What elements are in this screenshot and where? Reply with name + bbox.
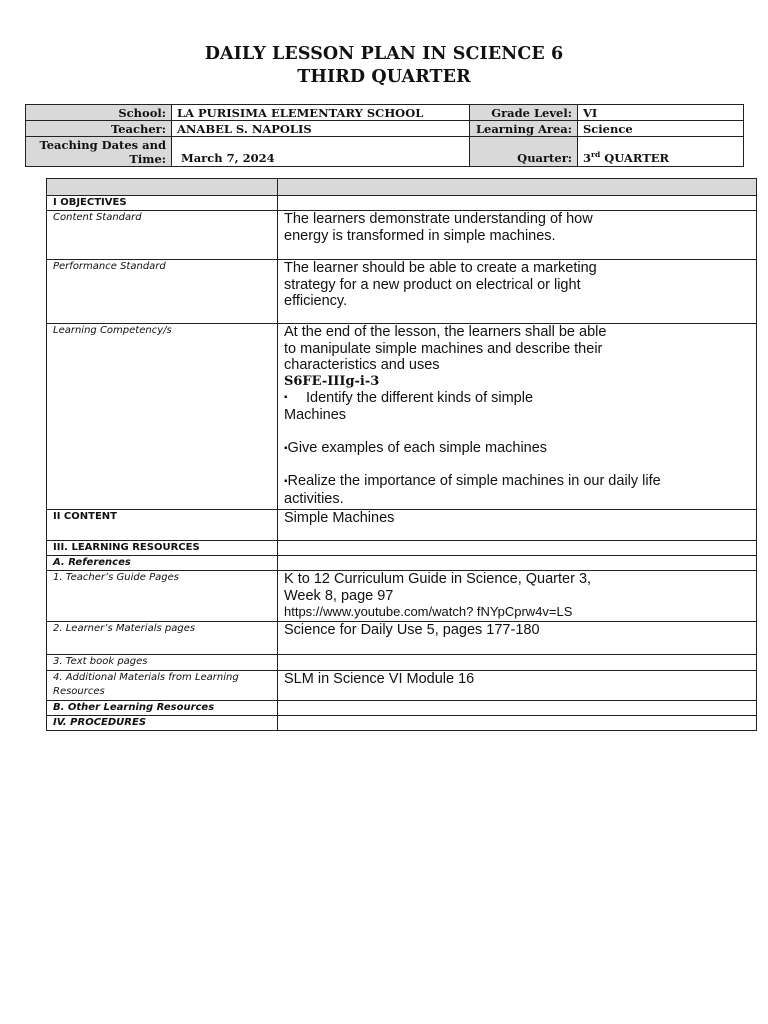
textbook-pages-label: 3. Text book pages	[47, 654, 278, 670]
school-label: School:	[26, 105, 172, 121]
table-row	[47, 621, 757, 654]
learners-materials-value: Science for Daily Use 5, pages 177-180	[278, 621, 757, 654]
table-row	[47, 260, 757, 324]
document-title: DAILY LESSON PLAN IN SCIENCE 6	[204, 44, 564, 64]
objectives-label: I OBJECTIVES	[47, 196, 278, 211]
teaching-dates-label	[26, 137, 172, 167]
grade-level-value: VI	[578, 105, 744, 121]
competency-code: S6FE-IIIg-i-3	[284, 373, 380, 389]
teaching-dates-text: March 7, 2024	[181, 151, 275, 165]
lesson-plan-table	[46, 178, 757, 731]
learning-resources-label: III. LEARNING RESOURCES	[47, 541, 278, 556]
grade-level-label: Grade Level:	[470, 105, 578, 121]
quarter-number: 3	[583, 151, 592, 165]
table-row	[47, 510, 757, 541]
teachers-guide-label: 1. Teacher’s Guide Pages	[47, 571, 278, 622]
teachers-guide-text: K to 12 Curriculum Guide in Science, Quarter 3, Week 8, page 97 https://www.youtube.com/watch? fNYpCprw4v=LS	[278, 571, 757, 622]
table-row	[47, 324, 757, 510]
learning-area-label: Learning Area:	[470, 121, 578, 137]
table-row	[47, 670, 757, 700]
content-standard-label: Content Standard	[47, 211, 278, 260]
header-info-table	[25, 104, 744, 167]
table-row	[47, 654, 757, 670]
quarter-word: QUARTER	[600, 151, 670, 165]
teaching-dates-label-line2: Time:	[129, 151, 166, 166]
learning-competency-label: Learning Competency/s	[47, 324, 278, 510]
table-row	[47, 715, 757, 730]
content-label: II CONTENT	[47, 510, 278, 541]
bullet-icon: ▪	[284, 476, 288, 488]
performance-standard-label: Performance Standard	[47, 260, 278, 324]
teaching-dates-value	[172, 137, 470, 167]
table-row	[47, 556, 757, 571]
additional-materials-label: 4. Additional Materials from Learning Resources	[47, 670, 278, 700]
learning-competency-text: At the end of the lesson, the learners shall be able to manipulate simple machines and describe their characteristics and uses S6FE-IIIg-i-3 ▪ Identify the different kinds of simple Machines ▪Give examples of each simple machines ▪Realize the importance of simple machines in our daily life activities.	[278, 324, 757, 510]
content-standard-text: The learners demonstrate understanding of how energy is transformed in simple machines.	[278, 211, 757, 260]
learning-area-value: Science	[578, 121, 744, 137]
table-row	[47, 700, 757, 715]
additional-materials-value: SLM in Science VI Module 16	[278, 670, 757, 700]
teacher-label: Teacher:	[26, 121, 172, 137]
quarter-value	[578, 137, 744, 167]
learners-materials-label: 2. Learner’s Materials pages	[47, 621, 278, 654]
teacher-value: ANABEL S. NAPOLIS	[172, 121, 470, 137]
youtube-link[interactable]: https://www.youtube.com/watch? fNYpCprw4v=LS	[284, 604, 573, 620]
other-resources-label: B. Other Learning Resources	[47, 700, 278, 715]
teaching-dates-label-line1: Teaching Dates and	[39, 137, 166, 152]
content-value: Simple Machines	[278, 510, 757, 541]
bullet-icon: ▪	[284, 392, 288, 404]
references-label: A. References	[47, 556, 278, 571]
document-subtitle: THIRD QUARTER	[297, 67, 471, 87]
table-row	[47, 541, 757, 556]
quarter-label: Quarter:	[470, 137, 578, 167]
quarter-suffix: rd	[591, 150, 601, 160]
school-value: LA PURISIMA ELEMENTARY SCHOOL	[172, 105, 470, 121]
bullet-icon: ▪	[284, 442, 288, 454]
table-row	[47, 196, 757, 211]
table-row	[47, 571, 757, 622]
performance-standard-text: The learner should be able to create a marketing strategy for a new product on electrical or light efficiency.	[278, 260, 757, 324]
table-header-row	[47, 179, 757, 196]
table-row	[47, 211, 757, 260]
procedures-label: IV. PROCEDURES	[47, 715, 278, 730]
